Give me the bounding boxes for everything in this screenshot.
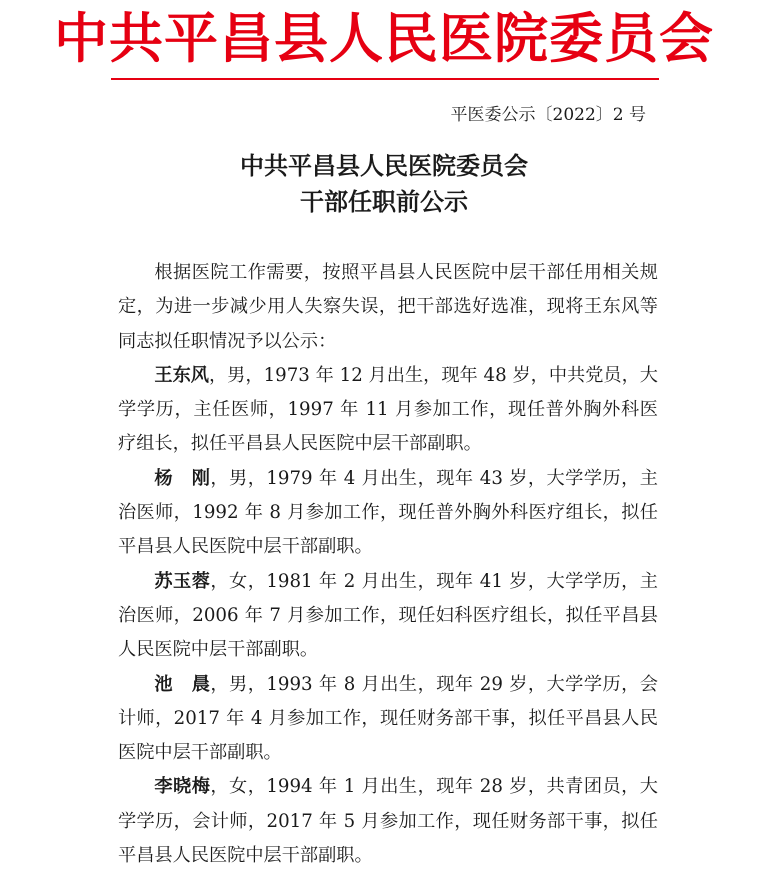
- notice-body: [118, 256, 658, 873]
- candidate-paragraph: [118, 565, 658, 668]
- candidate-name: 杨 刚: [154, 467, 211, 489]
- candidate-paragraph: [118, 770, 658, 873]
- notice-title-line-1: 中共平昌县人民医院委员会: [240, 152, 528, 180]
- candidate-name: 王东风: [154, 364, 209, 386]
- candidate-paragraph: [118, 668, 658, 771]
- candidate-details: ，男，1973 年 12 月出生，现年 48 岁，中共党员，大学学历，主任医师，1997 年 11 月参加工作，现任普外胸外科医疗组长，拟任平昌县人民医院中层干部副职。: [118, 364, 658, 455]
- notice-title-line-2: 干部任职前公示: [300, 188, 468, 216]
- candidate-details: ，女，1994 年 1 月出生，现年 28 岁，共青团员，大学学历，会计师，2017 年 5 月参加工作，现任财务部干事，拟任平昌县人民医院中层干部副职。: [118, 776, 658, 867]
- candidate-details: ，男，1993 年 8 月出生，现年 29 岁，大学学历，会计师，2017 年 4 月参加工作，现任财务部干事，拟任平昌县人民医院中层干部副职。: [118, 673, 658, 764]
- intro-paragraph: 根据医院工作需要，按照平昌县人民医院中层干部任用相关规定，为进一步减少用人失察失误，把干部选好选准，现将王东风等同志拟任职情况予以公示：: [118, 262, 658, 352]
- masthead-red-rule: [111, 78, 659, 80]
- masthead-title: 中共平昌县人民医院委员会: [54, 7, 714, 70]
- candidate-details: ，男，1979 年 4 月出生，现年 43 岁，大学学历，主治医师，1992 年 8 月参加工作，现任普外胸外科医疗组长，拟任平昌县人民医院中层干部副职。: [118, 467, 658, 558]
- candidate-name: 池 晨: [154, 673, 211, 695]
- candidate-name: 苏玉蓉: [154, 570, 211, 592]
- document-number: 平医委公示〔2022〕2 号: [450, 105, 646, 125]
- candidate-paragraph: [118, 462, 658, 565]
- candidate-name: 李晓梅: [154, 776, 211, 798]
- candidate-details: ，女，1981 年 2 月出生，现年 41 岁，大学学历，主治医师，2006 年 7 月参加工作，现任妇科医疗组长，拟任平昌县人民医院中层干部副职。: [118, 570, 658, 661]
- candidate-paragraph: [118, 359, 658, 462]
